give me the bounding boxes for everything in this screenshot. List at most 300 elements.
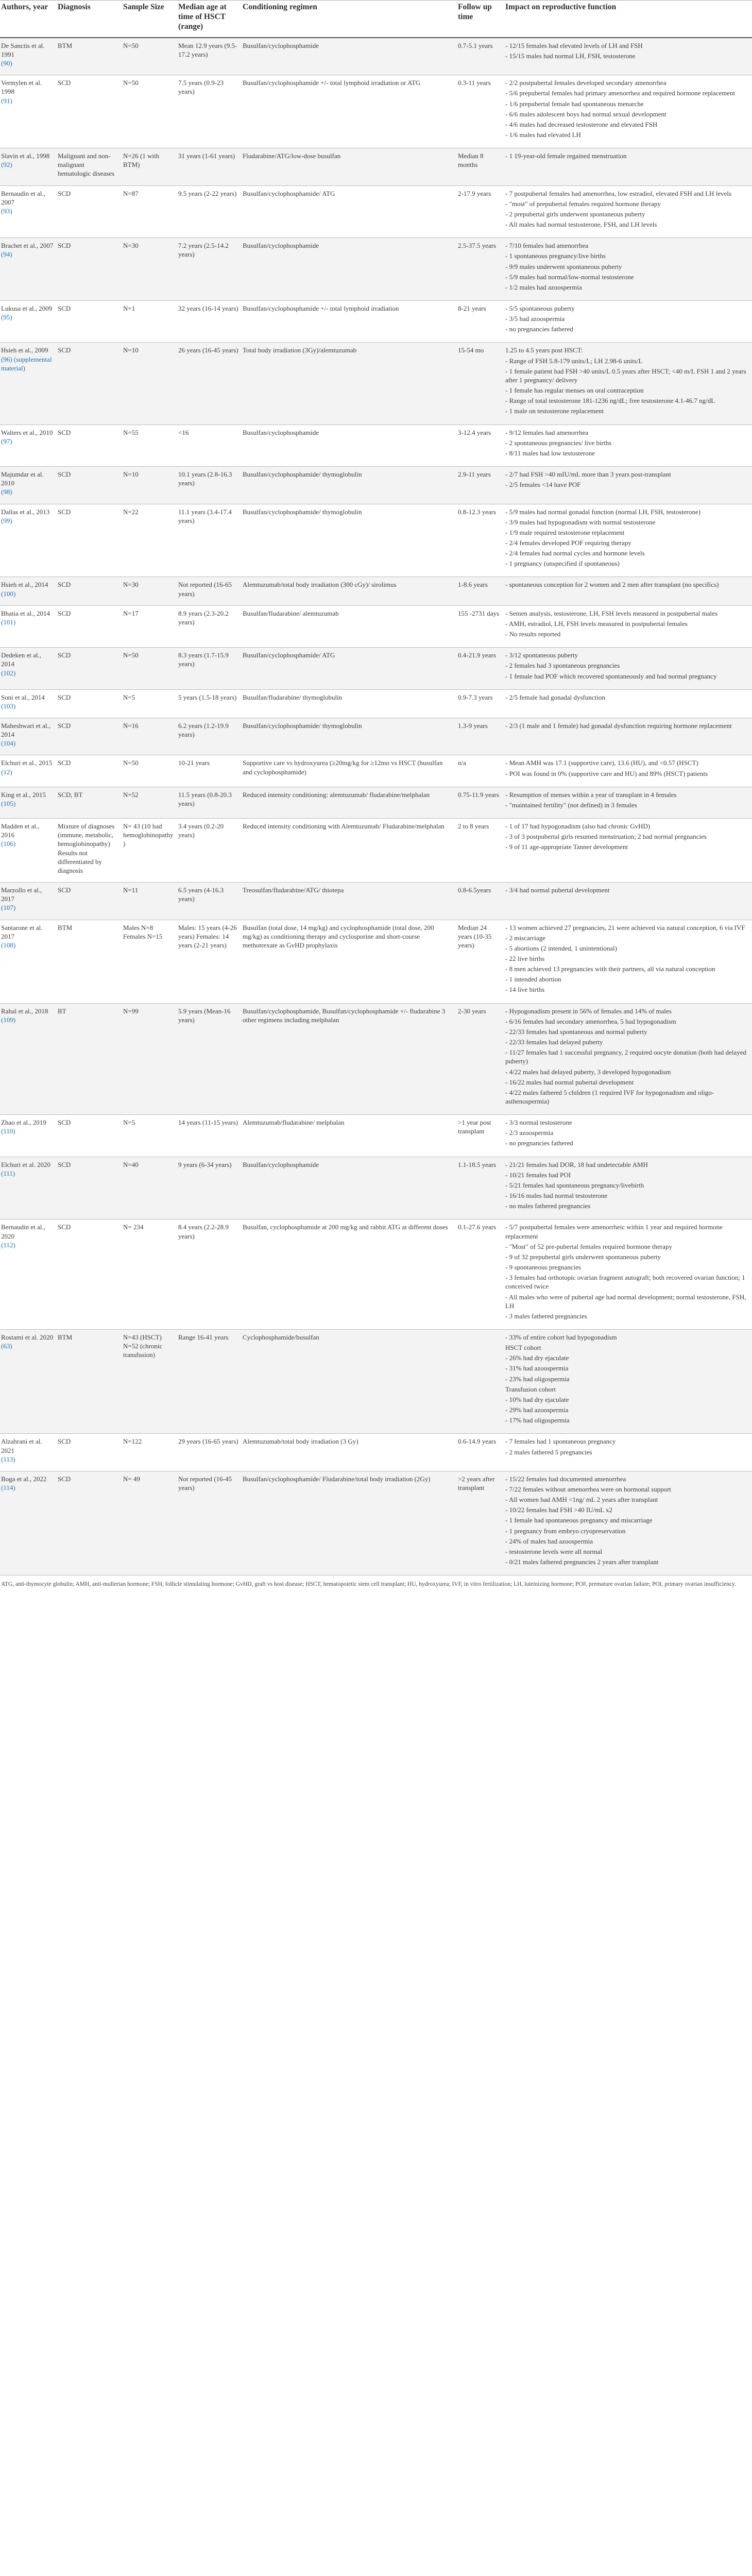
- impact-item: - 3 males fathered pregnancies: [505, 1312, 587, 1320]
- cell-sample-size: N=50: [122, 648, 177, 689]
- reference-link[interactable]: (111): [1, 1169, 15, 1177]
- reference-link[interactable]: (106): [1, 840, 16, 848]
- cell-author: [0, 1157, 57, 1219]
- author-name: Hsieh et al., 2009: [1, 346, 48, 354]
- impact-item: - 2/5 female had gonadal dysfunction: [505, 693, 605, 701]
- reference-link[interactable]: (112): [1, 1241, 15, 1249]
- cell-conditioning-regimen: Busulfan/cyclophosphamide: [242, 238, 457, 301]
- cell-conditioning-regimen: Busulfan/cyclophosphamide: [242, 38, 457, 75]
- cell-follow-up: 1.1-18.5 years: [457, 1157, 504, 1219]
- cell-impact: [504, 343, 752, 425]
- cell-conditioning-regimen: Busulfan/cyclophosphamide, Busulfan/cyclophosphamide +/- fludarabine 3 other regimens including melphalan: [242, 1003, 457, 1115]
- impact-item: - 15/22 females had documented amenorrhea: [505, 1475, 626, 1483]
- cell-median-age: Males: 15 years (4-26 years) Females: 14 years (2-21 years): [177, 920, 242, 1003]
- cell-sample-size: N=5: [122, 1115, 177, 1157]
- author-name: King et al., 2015: [1, 790, 46, 799]
- cell-conditioning-regimen: Busulfan/fludarabine/ alemtuzumab: [242, 605, 457, 647]
- cell-follow-up: 2-17.9 years: [457, 185, 504, 238]
- impact-item: - 16/16 males had normal testosterone: [505, 1192, 608, 1200]
- cell-sample-size: N=43 (HSCT) N=52 (chronic transfusion): [122, 1329, 177, 1433]
- impact-item: - 29% had azoospermia: [505, 1406, 569, 1414]
- cell-follow-up: 0.8-12.3 years: [457, 504, 504, 577]
- cell-impact: [504, 718, 752, 755]
- impact-item: - 22/33 females had spontaneous and normal puberty: [505, 1027, 647, 1036]
- cell-author: [0, 238, 57, 301]
- impact-item: - 2/5 females <14 have POF: [505, 481, 581, 489]
- author-name: Hsieh et al., 2014: [1, 581, 48, 589]
- cell-diagnosis: BTM: [57, 1329, 122, 1433]
- cell-impact: [504, 819, 752, 883]
- author-name: Majumdar et al. 2010: [1, 470, 44, 487]
- cell-follow-up: >2 years after transplant: [457, 1471, 504, 1575]
- author-name: Boga et al., 2022: [1, 1475, 47, 1483]
- table-row: [0, 75, 752, 148]
- cell-impact: [504, 605, 752, 647]
- cell-author: [0, 467, 57, 504]
- table-header: [0, 1, 752, 38]
- cell-author: [0, 1329, 57, 1433]
- table-row: [0, 577, 752, 605]
- impact-item: - 9/12 females had amenorrhea: [505, 428, 588, 436]
- author-name: Slavin et al., 1998: [1, 152, 50, 160]
- impact-item: - 1 female had spontaneous pregnancy and miscarriage: [505, 1516, 653, 1524]
- impact-item: - 8/11 males had low testosterone: [505, 449, 595, 457]
- reference-link[interactable]: (94): [1, 250, 12, 259]
- reference-link[interactable]: (107): [1, 904, 16, 912]
- cell-conditioning-regimen: Supportive care vs hydroxyurea (≥20mg/kg for ≥12mo vs HSCT (busulfan and cyclophosphamide): [242, 755, 457, 787]
- cell-follow-up: Median 24 years (10-35 years): [457, 920, 504, 1003]
- cell-diagnosis: SCD: [57, 467, 122, 504]
- impact-item: - 4/22 males fathered 5 children (1 required IVF for hypogonadism and oligo-asthenospermia): [505, 1088, 714, 1105]
- reference-link[interactable]: (12): [1, 768, 12, 776]
- cell-follow-up: 3-12.4 years: [457, 425, 504, 466]
- cell-author: [0, 1434, 57, 1471]
- impact-item: - 2 males fathered 5 pregnancies: [505, 1448, 592, 1456]
- cell-conditioning-regimen: Busulfan/cyclophosphamide: [242, 425, 457, 466]
- impact-item: HSCT cohort: [505, 1344, 541, 1352]
- cell-median-age: 29 years (16-65 years): [177, 1434, 242, 1471]
- reference-link[interactable]: (92): [1, 161, 12, 169]
- cell-follow-up: 1-8.6 years: [457, 577, 504, 605]
- table-row: [0, 1115, 752, 1157]
- cell-median-age: 7.2 years (2.5-14.2 years): [177, 238, 242, 301]
- table-row: [0, 38, 752, 75]
- cell-conditioning-regimen: Alemtuzumab/total body irradiation (300 cGy)/ sirolimus: [242, 577, 457, 605]
- reference-link[interactable]: (97): [1, 437, 12, 445]
- impact-item: - 5/6 prepubertal females had primary amenorrhea and required hormone replacement: [505, 89, 736, 97]
- cell-author: [0, 718, 57, 755]
- cell-diagnosis: SCD: [57, 755, 122, 787]
- cell-median-age: 10.1 years (2.8-16.3 years): [177, 467, 242, 504]
- cell-diagnosis: SCD: [57, 1434, 122, 1471]
- reference-link[interactable]: (63): [1, 1342, 12, 1350]
- impact-item: - 1 female had POF which recovered spontaneously and had normal pregnancy: [505, 672, 717, 680]
- table-row: [0, 689, 752, 718]
- impact-item: - 24% of males had azoospermia: [505, 1537, 593, 1545]
- cell-sample-size: N=11: [122, 883, 177, 920]
- cell-impact: [504, 425, 752, 466]
- impact-item: - 2/2 postpubertal females developed secondary amenorrhea: [505, 79, 666, 87]
- table-row: [0, 467, 752, 504]
- cell-impact: [504, 920, 752, 1003]
- reference-link[interactable]: (93): [1, 207, 12, 215]
- reference-link[interactable]: (102): [1, 669, 16, 677]
- cell-conditioning-regimen: Busulfan/cyclophosphamide/ Fludarabine/total body irradiation (2Gy): [242, 1471, 457, 1575]
- cell-sample-size: N=122: [122, 1434, 177, 1471]
- impact-item: - 1 male on testosterone replacement: [505, 407, 604, 415]
- cell-conditioning-regimen: Busulfan/cyclophosphamide +/- total lymphoid irradiation or ATG: [242, 75, 457, 148]
- cell-author: [0, 1115, 57, 1157]
- impact-item: - 1 of 17 had hypogonadism (also had chronic GvHD): [505, 822, 651, 831]
- impact-item: - 2/7 had FSH >40 mIU/mL more than 3 years post-transplant: [505, 470, 671, 479]
- cell-impact: [504, 1003, 752, 1115]
- cell-impact: [504, 504, 752, 577]
- reference-link[interactable]: (110): [1, 1127, 15, 1136]
- impact-item: - Range of FSH 5.8-179 units/L; LH 2.98-6 units/L: [505, 357, 643, 365]
- impact-item: - 13 women achieved 27 pregnancies, 21 were achieved via natural conception, 6 via IVF: [505, 923, 745, 931]
- author-name: Bernaudin et al., 2007: [1, 189, 45, 206]
- impact-item: Transfusion cohort: [505, 1385, 556, 1393]
- cell-diagnosis: SCD: [57, 301, 122, 343]
- author-name: Dallas et al., 2013: [1, 507, 50, 516]
- cell-impact: [504, 755, 752, 787]
- impact-item: - 5/21 females had spontaneous pregnancy/livebirth: [505, 1181, 644, 1189]
- cell-diagnosis: SCD: [57, 1219, 122, 1330]
- impact-item: - 7 females had 1 spontaneous pregnancy: [505, 1437, 616, 1446]
- cell-conditioning-regimen: Busulfan/cyclophosphamide +/- total lymphoid irradiation: [242, 301, 457, 343]
- impact-item: - 3/12 spontaneous puberty: [505, 651, 578, 659]
- cell-median-age: 8.3 years (1.7-15.9 years): [177, 648, 242, 689]
- cell-follow-up: 0.4-21.9 years: [457, 648, 504, 689]
- impact-item: - 1/6 prepubertal female had spontaneous menarche: [505, 99, 644, 108]
- impact-item: - Hypogonadism present in 56% of females and 14% of males: [505, 1007, 672, 1015]
- cell-sample-size: N=10: [122, 467, 177, 504]
- impact-item: - All males who were of pubertal age had normal development; normal testosterone, FSH, LH: [505, 1293, 746, 1310]
- impact-item: - 2/4 females developed POF requiring therapy: [505, 538, 631, 547]
- impact-item: - Range of total testosterone 181-1236 ng/dL; free testosterone 4.1-46.7 ng/dL: [505, 397, 715, 405]
- cell-author: [0, 819, 57, 883]
- author-name: Maheshwari et al., 2014: [1, 722, 51, 739]
- cell-median-age: 32 years (16-14 years): [177, 301, 242, 343]
- header-authors: Authors, year: [0, 1, 57, 38]
- impact-item: - Mean AMH was 17.1 (supportive care), 13.6 (HU), and <0.57 (HSCT): [505, 759, 698, 767]
- cell-median-age: 5 years (1.5-18 years): [177, 689, 242, 718]
- impact-item: - 2/3 azoospermia: [505, 1129, 554, 1137]
- cell-conditioning-regimen: Busulfan, cyclophosphamide at 200 mg/kg and rabbit ATG at different doses: [242, 1219, 457, 1330]
- cell-conditioning-regimen: Busulfan/cyclophosphamide/ thymoglobulin: [242, 467, 457, 504]
- cell-conditioning-regimen: Busulfan/cyclophosphamide/ thymoglobulin: [242, 504, 457, 577]
- reference-link[interactable]: (98): [1, 488, 12, 496]
- impact-item: - 3 of 3 postpubertal girls resumed menstruation; 2 had normal pregnancies: [505, 833, 707, 841]
- cell-diagnosis: SCD: [57, 1471, 122, 1575]
- reference-link[interactable]: (109): [1, 1015, 16, 1024]
- table-footnote: ATG, anti-thymocyte globulin; AMH, anti-mullerian hormone; FSH, follicle stimulating hormone; GvHD, graft vs host disease; HSCT, hematopoietic stem cell transplant; HU, hydroxyurea; IVF, in vitro fertilization; LH, luteinizing hormone; POF, premature ovarian failure; POI, primary ovarian insufficiency.: [1, 1581, 736, 1588]
- impact-item: - 22/33 females had delayed puberty: [505, 1038, 603, 1046]
- impact-item: - testosterone levels were all normal: [505, 1547, 603, 1555]
- cell-sample-size: Males N=8 Females N=15: [122, 920, 177, 1003]
- author-name: Santarone et al. 2017: [1, 923, 43, 940]
- table-row: [0, 1471, 752, 1575]
- cell-author: [0, 38, 57, 75]
- impact-item: - 1 pregnancy from embryo cryopreservation: [505, 1527, 626, 1535]
- cell-diagnosis: SCD: [57, 648, 122, 689]
- header-impact: Impact on reproductive function: [504, 1, 752, 38]
- cell-author: [0, 689, 57, 718]
- cell-sample-size: N= 234: [122, 1219, 177, 1330]
- cell-author: [0, 1471, 57, 1575]
- author-name: Marzollo et al., 2017: [1, 886, 42, 903]
- table-row: [0, 883, 752, 920]
- cell-sample-size: N=1: [122, 301, 177, 343]
- author-name: Alzahrani et al. 2021: [1, 1437, 42, 1454]
- cell-median-age: 11.1 years (3.4-17.4 years): [177, 504, 242, 577]
- cell-diagnosis: SCD: [57, 577, 122, 605]
- cell-median-age: 31 years (1-61 years): [177, 148, 242, 185]
- table-row: [0, 1434, 752, 1471]
- cell-sample-size: N=5: [122, 689, 177, 718]
- cell-median-age: 8.9 years (2.3-20.2 years): [177, 605, 242, 647]
- impact-item: - 6/16 females had secondary amenorrhea, 5 had hypogonadism: [505, 1017, 676, 1025]
- impact-item: - 11/27 females had 1 successful pregnancy, 2 required oocyte donation (both had delayed puberty): [505, 1048, 746, 1065]
- reference-link[interactable]: (113): [1, 1455, 15, 1463]
- impact-item: - 5 abortions (2 intended, 1 unintentional): [505, 944, 617, 952]
- cell-conditioning-regimen: Alemtuzumab/fludarabine/ melphalan: [242, 1115, 457, 1157]
- table-row: [0, 648, 752, 689]
- cell-sample-size: N=16: [122, 718, 177, 755]
- cell-sample-size: N=10: [122, 343, 177, 425]
- impact-item: - 23% had oligospermia: [505, 1375, 570, 1383]
- impact-item: - 1 female patient had FSH >40 units/L 0.5 years after HSCT; <40 m/L FSH 1 and 2 years after 1 pregnancy/ delivery: [505, 367, 746, 384]
- cell-author: [0, 185, 57, 238]
- cell-author: [0, 883, 57, 920]
- impact-item: - Resumption of menses within a year of transplant in 4 females: [505, 790, 677, 799]
- cell-conditioning-regimen: Busulfan/fludarabine/ thymoglobulin: [242, 689, 457, 718]
- cell-follow-up: 8-21 years: [457, 301, 504, 343]
- cell-conditioning-regimen: Total body irradiation (3Gy)/alemtuzumab: [242, 343, 457, 425]
- impact-item: - 6/6 males adolescent boys had normal sexual development: [505, 110, 666, 118]
- header-conditioning-regimen: Conditioning regimen: [242, 1, 457, 38]
- cell-conditioning-regimen: Alemtuzumab/total body irradiation (3 Gy): [242, 1434, 457, 1471]
- author-name: Brachet et al., 2007: [1, 242, 54, 250]
- cell-median-age: <16: [177, 425, 242, 466]
- impact-item: - 1 spontaneous pregnancy/live births: [505, 252, 606, 260]
- cell-conditioning-regimen: Cyclophosphamide/busulfan: [242, 1329, 457, 1433]
- impact-item: - 4/6 males had decreased testosterone and elevated FSH: [505, 120, 658, 128]
- header-median-age: Median age at time of HSCT (range): [177, 1, 242, 38]
- reference-link[interactable]: (114): [1, 1484, 15, 1492]
- impact-item: - 12/15 females had elevated levels of LH and FSH: [505, 41, 643, 49]
- cell-impact: [504, 1157, 752, 1219]
- impact-item: - 1 female has regular menses on oral contraception: [505, 386, 644, 395]
- cell-median-age: 10-21 years: [177, 755, 242, 787]
- impact-item: - spontaneous conception for 2 women and 2 men after transplant (no specifics): [505, 581, 719, 589]
- cell-conditioning-regimen: Reduced intensity conditioning with Alemtuzumab/ Fludarabine/melphalan: [242, 819, 457, 883]
- cell-sample-size: N=50: [122, 38, 177, 75]
- cell-diagnosis: Mixture of diagnoses (immune, metabolic, hemoglobinopathy) Results not differentiated by diagnosis: [57, 819, 122, 883]
- cell-follow-up: 2-30 years: [457, 1003, 504, 1115]
- cell-impact: [504, 883, 752, 920]
- cell-diagnosis: SCD: [57, 185, 122, 238]
- impact-item: - 9/9 males underwent spontaneous puberty: [505, 262, 622, 270]
- cell-diagnosis: BTM: [57, 38, 122, 75]
- impact-item: - 9 of 11 age-appropriate Tanner development: [505, 843, 628, 851]
- author-name: Soni et al., 2014: [1, 693, 45, 701]
- reference-link[interactable]: (100): [1, 589, 16, 598]
- cell-sample-size: N=99: [122, 1003, 177, 1115]
- cell-author: [0, 1219, 57, 1330]
- header-sample-size: Sample Size: [122, 1, 177, 38]
- table-row: [0, 787, 752, 818]
- author-name: Walters et al., 2010: [1, 428, 53, 436]
- author-name: Dedeken et al., 2014: [1, 651, 41, 668]
- impact-item: - 5/5 spontaneous puberty: [505, 304, 575, 312]
- cell-follow-up: Median 8 months: [457, 148, 504, 185]
- cell-diagnosis: BTM: [57, 920, 122, 1003]
- impact-item: - 5/7 postpubertal females were amenorrheic within 1 year and required hormone replacement: [505, 1223, 723, 1240]
- cell-follow-up: n/a: [457, 755, 504, 787]
- cell-median-age: 6.2 years (1.2-19.9 years): [177, 718, 242, 755]
- impact-item: - 2 spontaneous pregnancies/ live births: [505, 438, 612, 447]
- author-name: Elchuri et al., 2015: [1, 759, 53, 767]
- cell-diagnosis: SCD: [57, 504, 122, 577]
- cell-median-age: 6.5 years (4-16.3 years): [177, 883, 242, 920]
- cell-median-age: Range 16-41 years: [177, 1329, 242, 1433]
- table-body: [0, 38, 752, 1575]
- cell-follow-up: 2.9-11 years: [457, 467, 504, 504]
- impact-item: - "most" of prepubertal females required hormone therapy: [505, 199, 661, 208]
- reference-link[interactable]: (101): [1, 618, 16, 626]
- cell-sample-size: N= 43 (10 had hemoglobinopathy): [122, 819, 177, 883]
- cell-author: [0, 605, 57, 647]
- reference-link[interactable]: (95): [1, 313, 12, 321]
- impact-item: - no pregnancies fathered: [505, 325, 573, 333]
- table-row: [0, 755, 752, 787]
- cell-conditioning-regimen: Busulfan (total dose, 14 mg/kg) and cyclophosphamide (total dose, 200 mg/kg) as conditioning therapy and cyclosporine and short-course methotrexate as GvHD prophylaxis: [242, 920, 457, 1003]
- table-row: [0, 238, 752, 301]
- reference-link[interactable]: (99): [1, 516, 12, 524]
- impact-item: - 7 postpubertal females had amenorrhea, low estradiol, elevated FSH and LH levels: [505, 189, 731, 197]
- cell-sample-size: N=30: [122, 577, 177, 605]
- impact-item: - 9 spontaneous pregnancies: [505, 1263, 581, 1272]
- impact-item: - 9 of 32 prepubertal girls underwent spontaneous puberty: [505, 1252, 661, 1261]
- table-row: [0, 1003, 752, 1115]
- impact-item: - 5/9 males had normal/low-normal testosterone: [505, 273, 634, 281]
- impact-item: - 21/21 females had DOR, 18 had undetectable AMH: [505, 1160, 648, 1168]
- cell-diagnosis: SCD: [57, 1157, 122, 1219]
- author-name: Rostami et al. 2020: [1, 1333, 54, 1341]
- cell-sample-size: N= 49: [122, 1471, 177, 1575]
- cell-impact: [504, 75, 752, 148]
- impact-item: - 4/22 males had delayed puberty, 3 developed hypogonadism: [505, 1067, 671, 1076]
- cell-diagnosis: SCD: [57, 883, 122, 920]
- cell-conditioning-regimen: Busulfan/cyclophosphamide/ ATG: [242, 648, 457, 689]
- impact-item: 1.25 to 4.5 years post HSCT:: [505, 346, 583, 354]
- cell-sample-size: N=87: [122, 185, 177, 238]
- reference-link[interactable]: (104): [1, 739, 16, 748]
- cell-median-age: Not reported (16-45 years): [177, 1471, 242, 1575]
- reference-link[interactable]: (91): [1, 96, 12, 105]
- cell-conditioning-regimen: Busulfan/cyclophosphamide/ ATG: [242, 185, 457, 238]
- cell-author: [0, 787, 57, 818]
- cell-impact: [504, 787, 752, 818]
- table-row: [0, 1157, 752, 1219]
- impact-item: - 33% of entire cohort had hypogonadism: [505, 1333, 617, 1341]
- cell-diagnosis: Malignant and non-malignant hematologic diseases: [57, 148, 122, 185]
- impact-item: - All women had AMH <1ng/ mL 2 years after transplant: [505, 1496, 658, 1504]
- impact-item: - 3/3 normal testosterone: [505, 1118, 572, 1127]
- cell-impact: [504, 185, 752, 238]
- impact-item: - 22 live births: [505, 954, 545, 962]
- cell-follow-up: 0.9-7.3 years: [457, 689, 504, 718]
- cell-impact: [504, 689, 752, 718]
- impact-item: - 10% had dry ejaculate: [505, 1395, 569, 1403]
- table-row: [0, 185, 752, 238]
- impact-item: - 26% had dry ejaculate: [505, 1354, 569, 1362]
- cell-diagnosis: SCD: [57, 343, 122, 425]
- cell-diagnosis: SCD, BT: [57, 787, 122, 818]
- author-name: Zhao et al., 2019: [1, 1118, 46, 1127]
- impact-item: - All males had normal testosterone, FSH, and LH levels: [505, 221, 657, 229]
- cell-sample-size: N=50: [122, 755, 177, 787]
- cell-impact: [504, 38, 752, 75]
- impact-item: - 7/22 females without amenorrhea were on hormonal support: [505, 1485, 672, 1493]
- reference-link[interactable]: (103): [1, 702, 16, 710]
- impact-item: - No results reported: [505, 630, 561, 638]
- table-row: [0, 504, 752, 577]
- impact-item: - 1/9 male required testosterone replacement: [505, 528, 625, 536]
- cell-impact: [504, 1471, 752, 1575]
- cell-author: [0, 425, 57, 466]
- cell-median-age: Not reported (16-65 years): [177, 577, 242, 605]
- impact-item: - 10/21 females had POI: [505, 1171, 571, 1179]
- table-row: [0, 301, 752, 343]
- impact-item: - 1 pregnancy (unspecified if spontaneous): [505, 560, 620, 568]
- table-row: [0, 819, 752, 883]
- cell-median-age: 5.9 years (Mean-16 years): [177, 1003, 242, 1115]
- table-row: [0, 1219, 752, 1330]
- cell-follow-up: 2 to 8 years: [457, 819, 504, 883]
- cell-author: [0, 755, 57, 787]
- impact-item: - 0/21 males fathered pregnancies 2 years after transplant: [505, 1558, 659, 1566]
- author-name: Madden et al., 2016: [1, 822, 40, 839]
- impact-item: - 1 19-year-old female regained menstruation: [505, 152, 627, 160]
- author-name: Lukusa et al., 2009: [1, 304, 53, 312]
- cell-author: [0, 577, 57, 605]
- reference-link[interactable]: (96) (supplemental material): [1, 355, 52, 372]
- cell-sample-size: N=52: [122, 787, 177, 818]
- impact-item: - 7/10 females had amenorrhea: [505, 242, 588, 250]
- header-follow-up: Follow up time: [457, 1, 504, 38]
- author-name: De Sanctis et al. 1991: [1, 41, 45, 58]
- cell-diagnosis: BT: [57, 1003, 122, 1115]
- impact-item: - 2/3 (1 male and 1 female) had gonadal dysfunction requiring hormone replacement: [505, 722, 732, 730]
- impact-item: - 2 females had 3 spontaneous pregnancies: [505, 662, 620, 670]
- cell-median-age: 11.5 years (0.8-20.3 years): [177, 787, 242, 818]
- cell-diagnosis: SCD: [57, 718, 122, 755]
- reference-link[interactable]: (108): [1, 941, 16, 949]
- author-name: Rahal et al., 2018: [1, 1007, 48, 1015]
- reference-link[interactable]: (105): [1, 799, 16, 807]
- impact-item: - 3/4 had normal pubertal development: [505, 886, 610, 894]
- cell-author: [0, 75, 57, 148]
- impact-item: - 3/9 males had hypogonadism with normal testosterone: [505, 518, 656, 526]
- table-row: [0, 343, 752, 425]
- table-row: [0, 920, 752, 1003]
- cell-follow-up: 2.5-37.5 years: [457, 238, 504, 301]
- cell-diagnosis: SCD: [57, 689, 122, 718]
- impact-item: - 1/6 males had elevated LH: [505, 130, 581, 139]
- reference-link[interactable]: (90): [1, 59, 12, 67]
